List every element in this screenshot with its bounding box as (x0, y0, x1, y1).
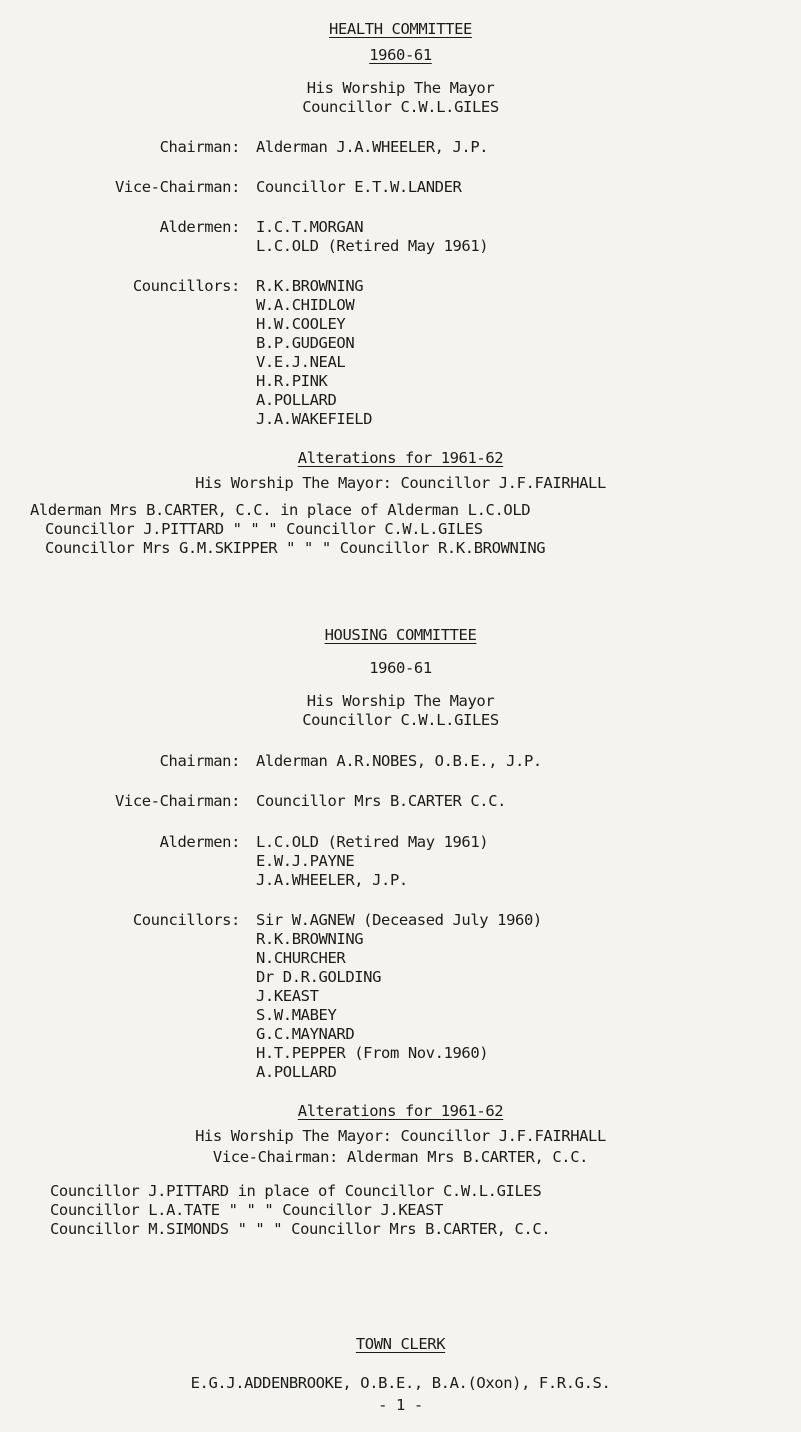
list-item: N.CHURCHER (256, 949, 346, 967)
list-item: R.K.BROWNING (256, 277, 364, 295)
list-item: I.C.T.MORGAN (256, 218, 364, 236)
housing-alteration-vice: Vice-Chairman: Alderman Mrs B.CARTER, C.C. (212, 1148, 589, 1166)
list-item: L.C.OLD (Retired May 1961) (256, 237, 489, 255)
housing-chairman-label: Chairman: (159, 752, 240, 770)
housing-aldermen-label: Aldermen: (159, 833, 240, 851)
list-item: J.A.WAKEFIELD (256, 410, 373, 428)
list-item: S.W.MABEY (256, 1006, 337, 1024)
housing-alteration-line: Councillor L.A.TATE " " " Councillor J.KEAST (50, 1201, 443, 1219)
housing-councillors-list (256, 911, 542, 1082)
health-chairman-label: Chairman: (159, 138, 240, 156)
list-item: G.C.MAYNARD (256, 1025, 355, 1043)
housing-mayor-line2: Councillor C.W.L.GILES (302, 711, 499, 729)
town-clerk-title: TOWN CLERK (355, 1335, 446, 1353)
housing-alterations-title: Alterations for 1961-62 (297, 1102, 504, 1120)
housing-committee-title: HOUSING COMMITTEE (324, 626, 477, 644)
list-item: B.P.GUDGEON (256, 334, 355, 352)
housing-year: 1960-61 (369, 659, 432, 677)
page-number: - 1 - (378, 1396, 423, 1414)
housing-councillors-label: Councillors: (132, 911, 240, 929)
list-item: Dr D.R.GOLDING (256, 968, 382, 986)
list-item: W.A.CHIDLOW (256, 296, 355, 314)
list-item: A.POLLARD (256, 1063, 337, 1081)
list-item: J.KEAST (256, 987, 319, 1005)
list-item: H.T.PEPPER (From Nov.1960) (256, 1044, 489, 1062)
health-year: 1960-61 (369, 46, 432, 64)
health-councillors-list (256, 277, 372, 429)
housing-alteration-mayor: His Worship The Mayor: Councillor J.F.FAIRHALL (195, 1127, 606, 1145)
health-alteration-line: Councillor Mrs G.M.SKIPPER " " " Councillor R.K.BROWNING (45, 539, 546, 557)
health-aldermen-list (256, 218, 488, 256)
housing-aldermen-list (256, 833, 488, 890)
housing-alteration-line: Councillor J.PITTARD in place of Councillor C.W.L.GILES (50, 1182, 542, 1200)
health-alterations-title: Alterations for 1961-62 (297, 449, 504, 467)
health-mayor-line2: Councillor C.W.L.GILES (302, 98, 499, 116)
health-councillors-label: Councillors: (132, 277, 240, 295)
list-item: Sir W.AGNEW (Deceased July 1960) (256, 911, 542, 929)
housing-vice-value: Councillor Mrs B.CARTER C.C. (256, 792, 507, 810)
health-chairman-value: Alderman J.A.WHEELER, J.P. (256, 138, 489, 156)
health-vice-label: Vice-Chairman: (114, 178, 240, 196)
health-alteration-line: Alderman Mrs B.CARTER, C.C. in place of Alderman L.C.OLD (30, 501, 531, 519)
health-aldermen-label: Aldermen: (159, 218, 240, 236)
list-item: A.POLLARD (256, 391, 337, 409)
housing-alteration-line: Councillor M.SIMONDS " " " Councillor Mrs B.CARTER, C.C. (50, 1220, 551, 1238)
health-mayor-line1: His Worship The Mayor (306, 79, 495, 97)
list-item: H.R.PINK (256, 372, 328, 390)
housing-mayor-line1: His Worship The Mayor (306, 692, 495, 710)
list-item: E.W.J.PAYNE (256, 852, 355, 870)
list-item: J.A.WHEELER, J.P. (256, 871, 408, 889)
health-alteration-mayor: His Worship The Mayor: Councillor J.F.FAIRHALL (195, 474, 606, 492)
list-item: R.K.BROWNING (256, 930, 364, 948)
health-vice-value: Councillor E.T.W.LANDER (256, 178, 462, 196)
list-item: L.C.OLD (Retired May 1961) (256, 833, 489, 851)
list-item: V.E.J.NEAL (256, 353, 346, 371)
housing-vice-label: Vice-Chairman: (114, 792, 240, 810)
list-item: H.W.COOLEY (256, 315, 346, 333)
town-clerk-name: E.G.J.ADDENBROOKE, O.B.E., B.A.(Oxon), F.R.G.S. (190, 1374, 611, 1392)
housing-chairman-value: Alderman A.R.NOBES, O.B.E., J.P. (256, 752, 542, 770)
health-alteration-line: Councillor J.PITTARD " " " Councillor C.W.L.GILES (45, 520, 483, 538)
health-committee-title: HEALTH COMMITTEE (329, 20, 472, 38)
